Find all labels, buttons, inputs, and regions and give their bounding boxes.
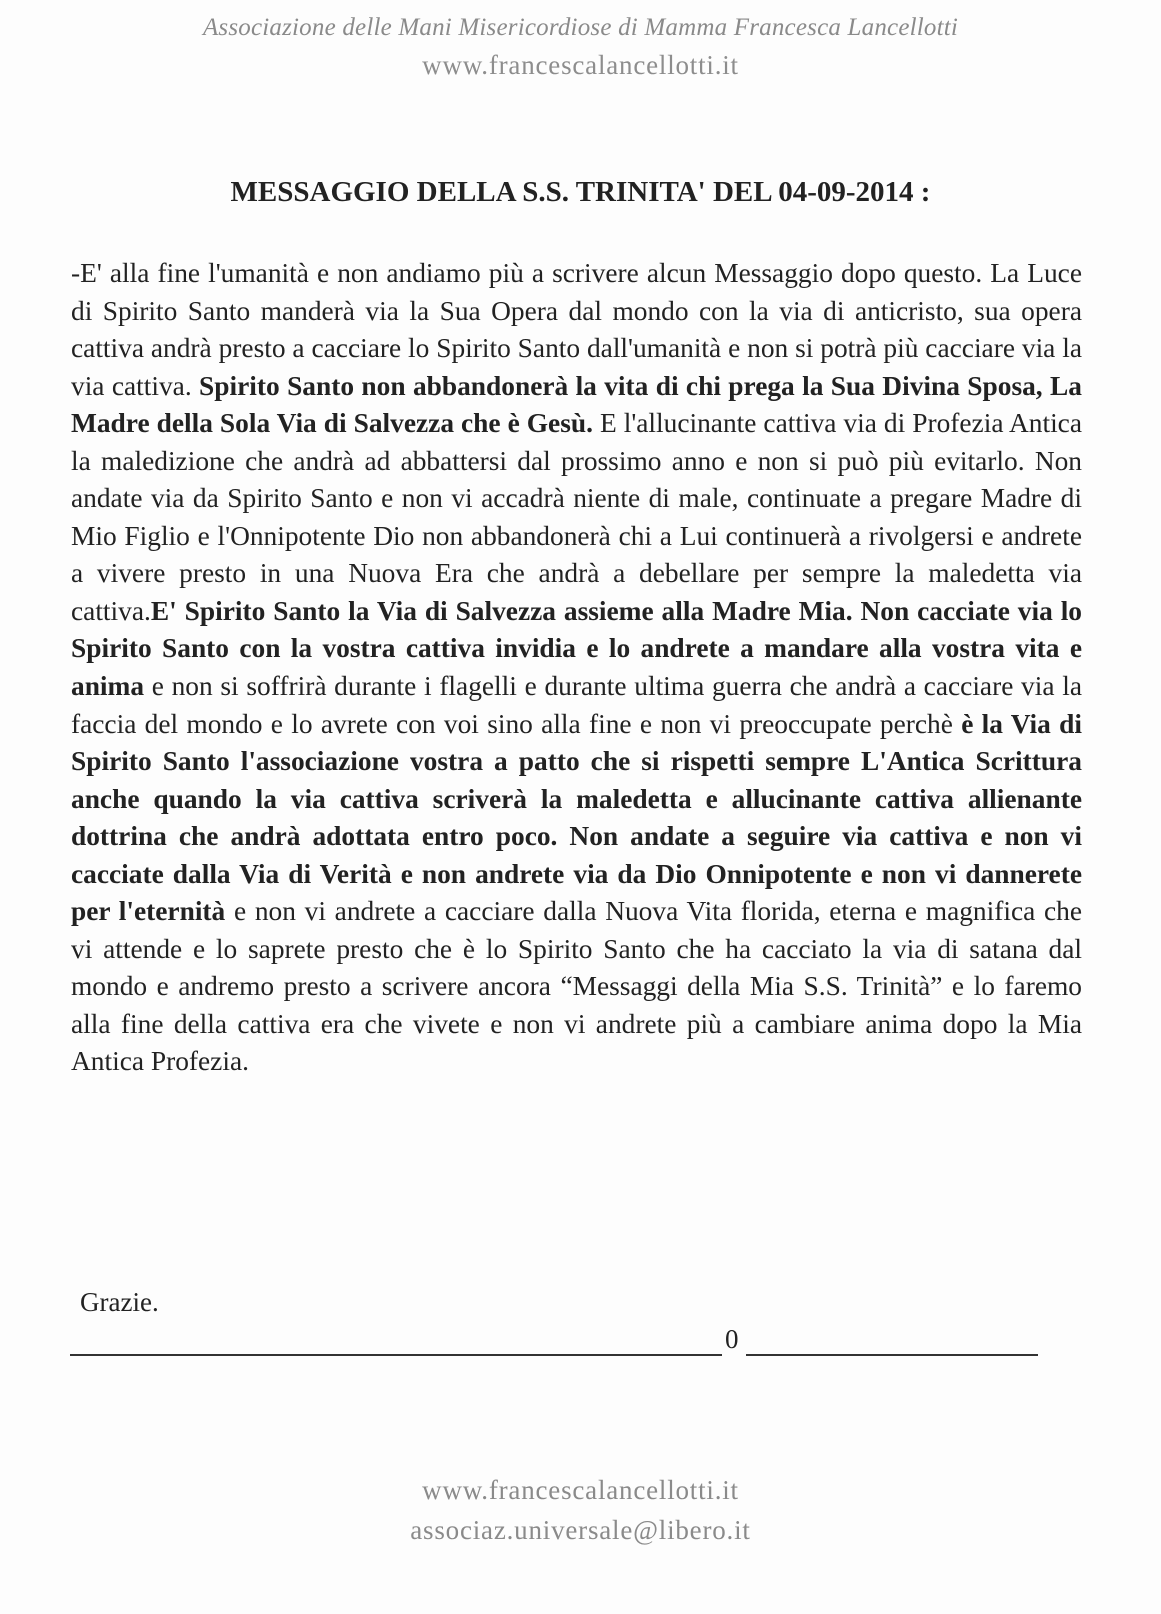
body-text-3: e non si soffrirà durante i flagelli e durante ultima guerra che andrà a cacciare via la faccia del mondo e lo avrete con voi sino alla fine e non vi preoccupate perchè [71, 671, 1082, 739]
body-text-4: e non vi andrete a cacciare dalla Nuova Vita florida, eterna e magnifica che vi attende e lo saprete presto che è lo Spirito Santo che ha cacciato la via di satana dal mondo e andremo presto a scrivere ancora “Messaggi della Mia S.S. Trinità” e lo faremo alla fine della cattiva era che vivete e non vi andrete più a cambiare anima dopo la Mia Antica Profezia. [71, 896, 1083, 1077]
body-bold-1: Spirito Santo non abbandonerà la vita di chi prega la Sua Divina Sposa, La Madre della Sola Via di Salvezza che è Gesù. [71, 370, 1082, 439]
separator-line-right [746, 1354, 1038, 1356]
separator [70, 1324, 1038, 1356]
body-text-2: E l'allucinante cattiva via di Profezia Antica la maledizione che andrà ad abbattersi dal prossimo anno e non si può più evitarlo. Non andate via da Spirito Santo e non vi accadrà niente di male, continuate a pregare Madre di Mio Figlio e l'Onnipotente Dio non abbandonerà chi a Lui continuerà a rivolgersi e andrete a vivere presto in una Nuova Era che andrà a debellare per sempre la maledetta via cattiva. [71, 408, 1082, 626]
body-bold-2: E' Spirito Santo la Via di Salvezza assieme alla Madre Mia. Non cacciate via lo Spirito Santo con la vostra cattiva invidia e lo andrete a mandare alla vostra vita e anima [71, 595, 1082, 702]
association-header: Associazione delle Mani Misericordiose di Mamma Francesca Lancellotti [202, 14, 959, 41]
header-website: www.francescalancellotti.it [422, 50, 739, 80]
body-text-1: -E' alla fine l'umanità e non andiamo più a scrivere alcun Messaggio dopo questo. La Luce di Spirito Santo manderà via la Sua Opera dal mondo con la via di anticristo, sua opera cattiva andrà presto a cacciare lo Spirito Santo dall'umanità e non si potrà più cacciare via la via cattiva. [71, 258, 1082, 401]
closing-text: Grazie. [80, 1287, 159, 1317]
footer-website: www.francescalancellotti.it [422, 1475, 739, 1505]
separator-mark: 0 [725, 1324, 739, 1354]
footer-email: associaz.universale@libero.it [410, 1515, 751, 1545]
message-body [71, 255, 1082, 1081]
message-title: MESSAGGIO DELLA S.S. TRINITA' DEL 04-09-2014 : [230, 176, 931, 208]
separator-line-left [70, 1354, 722, 1356]
body-bold-3: è la Via di Spirito Santo l'associazione vostra a patto che si rispetti sempre L'Antica Scrittura anche quando la via cattiva scriverà la maledetta e allucinante cattiva allienante dottrina che andrà adottata entro poco. Non andate a seguire via cattiva e non vi cacciate dalla Via di Verità e non andrete via da Dio Onnipotente e non vi dannerete per l'eternità [71, 708, 1082, 927]
